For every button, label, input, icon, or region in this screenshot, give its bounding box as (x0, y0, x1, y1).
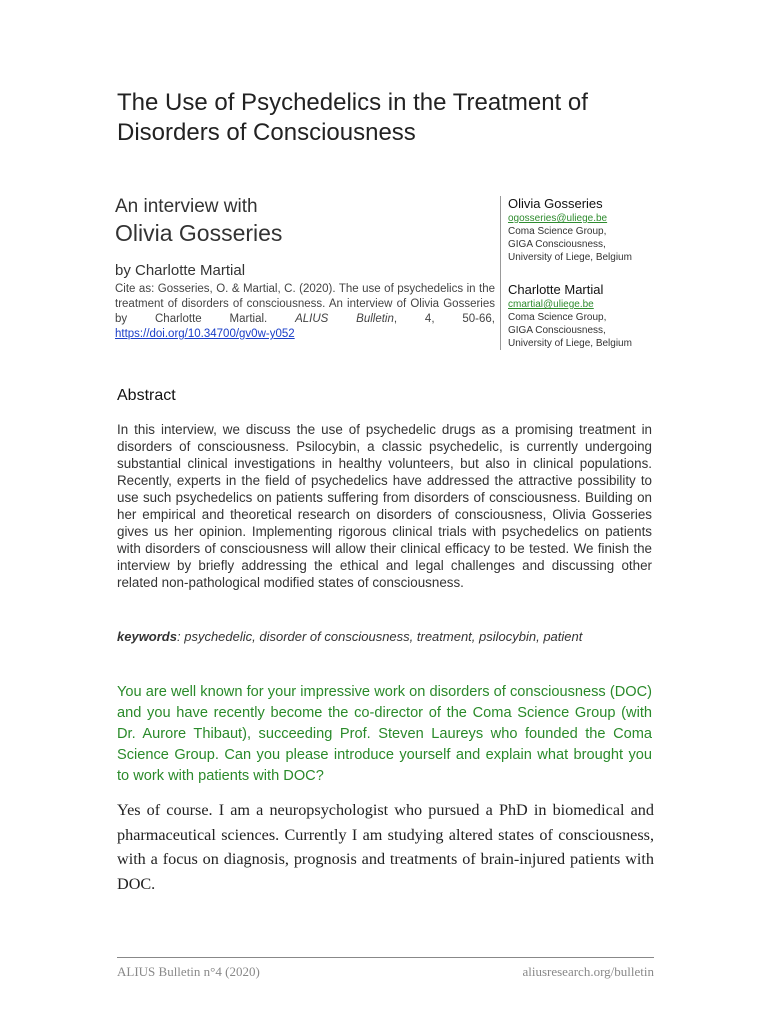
affiliation-line: University of Liege, Belgium (508, 338, 632, 349)
citation-details: , 4, 50-66, (393, 313, 495, 325)
divider-line (500, 196, 501, 350)
author-email-link[interactable]: cmartial@uliege.be (508, 299, 594, 310)
paper-title: The Use of Psychedelics in the Treatment of Disorders of Consciousness (117, 89, 588, 146)
author-name: Charlotte Martial (508, 282, 604, 297)
footer-url[interactable]: aliusresearch.org/bulletin (522, 964, 654, 979)
citation (115, 282, 495, 342)
affiliation-line: University of Liege, Belgium (508, 252, 632, 263)
citation-journal: ALIUS Bulletin (295, 313, 394, 325)
affiliation-line: Coma Science Group, (508, 226, 607, 237)
keywords-text: : psychedelic, disorder of consciousness, treatment, psilocybin, patient (176, 629, 583, 644)
keywords (117, 628, 657, 646)
author-name: Olivia Gosseries (508, 196, 603, 211)
abstract-heading: Abstract (117, 387, 176, 404)
footer-rule (117, 957, 654, 958)
keywords-label: keywords (117, 629, 177, 644)
citation-text: Cite as: Gosseries, O. & Martial, C. (2020). The use of psychedelics in the treatment of disorders of consciousness. An interview of Olivia Gosseries by Charlotte Martial. (115, 283, 495, 325)
byline: by Charlotte Martial (115, 262, 246, 279)
author-affiliation-martial (508, 281, 678, 350)
author-affiliation-gosseries (508, 195, 678, 264)
affiliation-line: GIGA Consciousness, (508, 239, 606, 250)
interviewee-name: Olivia Gosseries (115, 220, 283, 246)
interview-intro: An interview with (115, 196, 258, 217)
footer-journal: ALIUS Bulletin n°4 (2020) (117, 964, 260, 979)
interview-question: You are well known for your impressive work on disorders of consciousness (DOC) and you have recently become the co-director of the Coma Science Group (with Dr. Aurore Thibaut), succeeding Prof. Steven Laureys who founded the Coma Science Group. Can you please introduce yourself and explain what brought you to work with patients with DOC? (117, 684, 652, 784)
interview-answer: Yes of course. I am a neuropsychologist who pursued a PhD in biomedical and pharmaceutical sciences. Currently I am studying altered states of consciousness, with a focus on diagnosis, prognosis and treatments of brain-injured patients with DOC. (117, 801, 654, 893)
abstract-text: In this interview, we discuss the use of psychedelic drugs as a promising treatment in disorders of consciousness. Psilocybin, a classic psychedelic, is currently undergoing substantial clinical investigations in healthy volunteers, but also in clinical populations. Recently, experts in the field of psychedelics have addressed the attractive possibility to use such psychedelics on patients suffering from disorders of consciousness. Building on her empirical and theoretical research on disorders of consciousness, Olivia Gosseries gives us her opinion. Implementing rigorous clinical trials with psychedelics on patients with disorders of consciousness will allow their clinical efficacy to be tested. We finish the interview by briefly addressing the ethical and legal challenges and discussing other related non-pathological modified states of consciousness. (117, 422, 652, 590)
affiliation-line: GIGA Consciousness, (508, 325, 606, 336)
doi-link[interactable]: https://doi.org/10.34700/gv0w-y052 (115, 328, 295, 340)
affiliation-line: Coma Science Group, (508, 312, 607, 323)
author-email-link[interactable]: ogosseries@uliege.be (508, 213, 608, 224)
